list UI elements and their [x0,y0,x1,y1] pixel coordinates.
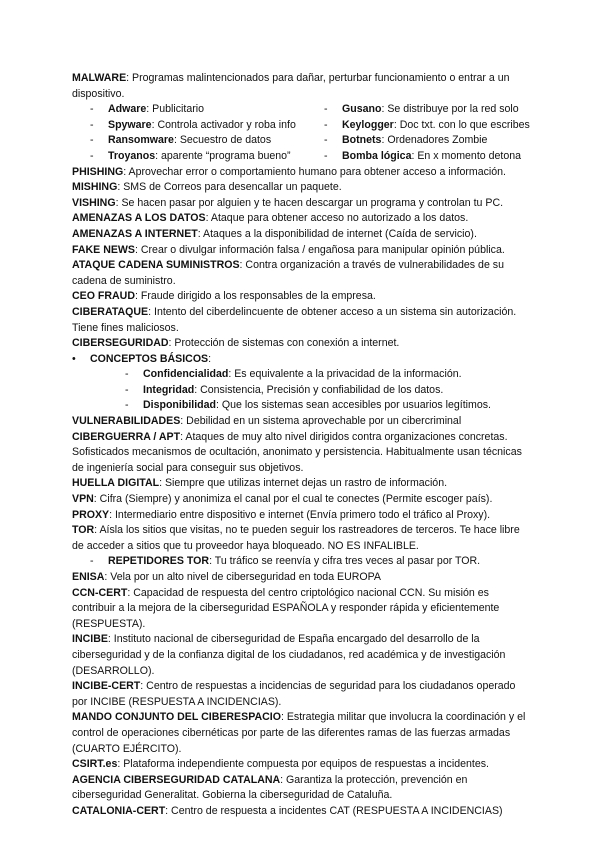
definition-item: VULNERABILIDADES: Debilidad en un sistema aprovechable por un cibercriminal [72,415,462,428]
definition-item: PROXY: Intermediario entre dispositivo e internet (Envía primero todo el tráfico al Proxy). [72,508,491,521]
definition-item: AGENCIA CIBERSEGURIDAD CATALANA: Garantiza la protección, prevención en ciberseguridad Generalitat. Gobierna la ciberseguridad de Cataluña. [72,773,468,802]
definition-item: CATALONIA-CERT: Centro de respuesta a incidentes CAT (RESPUESTA A INCIDENCIAS) [72,804,503,817]
malware-type-item: - Adware: Publicitario [90,103,204,116]
document-page [72,71,532,820]
definition-item: CCN-CERT: Capacidad de respuesta del centro criptológico nacional CCN. Su misión es contribuir a la mejora de la ciberseguridad ESPAÑOLA y responder rápida y eficientemente (RESPUESTA). [72,586,500,630]
definition-item: AMENAZAS A LOS DATOS: Ataque para obtener acceso no autorizado a los datos. [72,212,469,225]
malware-type-item: - Bomba lógica: En x momento detona [324,149,522,162]
malware-type-item: - Keylogger: Doc txt. con lo que escribes [324,118,530,131]
concepto-item: - Confidencialidad: Es equivalente a la privacidad de la información. [125,368,462,381]
conceptos-basicos-heading: • CONCEPTOS BÁSICOS: [72,352,212,365]
definition-item: FAKE NEWS: Crear o divulgar información falsa / engañosa para manipular opinión pública. [72,243,505,256]
definition-item: INCIBE: Instituto nacional de ciberseguridad de España encargado del desarrollo de la ciberseguridad y de la confianza digital de los ciudadanos, red académica y de investigación (DESARROLLO). [72,633,506,677]
definition-item: MISHING: SMS de Correos para desencallar un paquete. [72,181,342,194]
definition-item: INCIBE-CERT: Centro de respuestas a incidencias de seguridad para los ciudadanos operado por INCIBE (RESPUESTA A INCIDENCIAS). [72,680,516,708]
definition-item: CSIRT.es: Plataforma independiente compuesta por equipos de respuestas a incidentes. [72,758,489,771]
definition-item: TOR: Aísla los sitios que visitas, no te pueden seguir los rastreadores de terceros. Te hace libre de acceder a sitios que tu proveedor haya bloqueado. NO ES INFALIBLE. [72,524,520,552]
definition-item: CIBERATAQUE: Intento del ciberdelincuente de obtener acceso a un sistema sin autorización. Tiene fines maliciosos. [72,305,517,334]
definition-item: ATAQUE CADENA SUMINISTROS: Contra organización a través de vulnerabilidades de su cadena de suministro. [72,259,504,287]
definition-item: CIBERGUERRA / APT: Ataques de muy alto nivel dirigidos contra organizaciones concretas. Sofisticados mecanismos de ocultación, anonimato y persistencia. Habitualmente usan técnicas de ingeniería social para conseguir sus objetivos. [72,430,522,474]
definition-item: CEO FRAUD: Fraude dirigido a los responsables de la empresa. [72,290,376,303]
malware-types-list [90,102,532,164]
definition-malware: MALWARE: Programas malintencionados para dañar, perturbar funcionamiento o entrar a un dispositivo. [72,72,510,100]
repetidores-tor-item: - REPETIDORES TOR: Tu tráfico se reenvía y cifra tres veces al pasar por TOR. [90,555,481,568]
definition-item: CIBERSEGURIDAD: Protección de sistemas con conexión a internet. [72,337,400,350]
definition-item: VISHING: Se hacen pasar por alguien y te hacen descargar un programa y controlan tu PC. [72,196,504,209]
malware-type-item: - Ransomware: Secuestro de datos [90,134,272,147]
definition-item: HUELLA DIGITAL: Siempre que utilizas internet dejas un rastro de información. [72,477,448,490]
definition-item: ENISA: Vela por un alto nivel de ciberseguridad en toda EUROPA [72,571,381,583]
concepto-item: - Disponibilidad: Que los sistemas sean accesibles por usuarios legítimos. [125,399,491,412]
malware-type-item: - Spyware: Controla activador y roba info [90,118,296,131]
definition-item: AMENAZAS A INTERNET: Ataques a la disponibilidad de internet (Caída de servicio). [72,227,477,240]
malware-type-item: - Botnets: Ordenadores Zombie [324,134,488,147]
definition-item: PHISHING: Aprovechar error o comportamiento humano para obtener acceso a información. [72,165,506,178]
malware-type-item: - Gusano: Se distribuye por la red solo [324,103,519,116]
definition-item: VPN: Cifra (Siempre) y anonimiza el canal por el cual te conectes (Permite escoger país). [72,493,493,506]
malware-type-item: - Troyanos: aparente “programa bueno” [90,149,291,162]
definition-item: MANDO CONJUNTO DEL CIBERESPACIO: Estrategia militar que involucra la coordinación y el control de operaciones cibernéticas por parte de las diferentes ramas de las fuerzas armadas (CUARTO EJÉRCITO). [72,711,526,755]
concepto-item: - Integridad: Consistencia, Precisión y confiabilidad de los datos. [125,383,444,396]
